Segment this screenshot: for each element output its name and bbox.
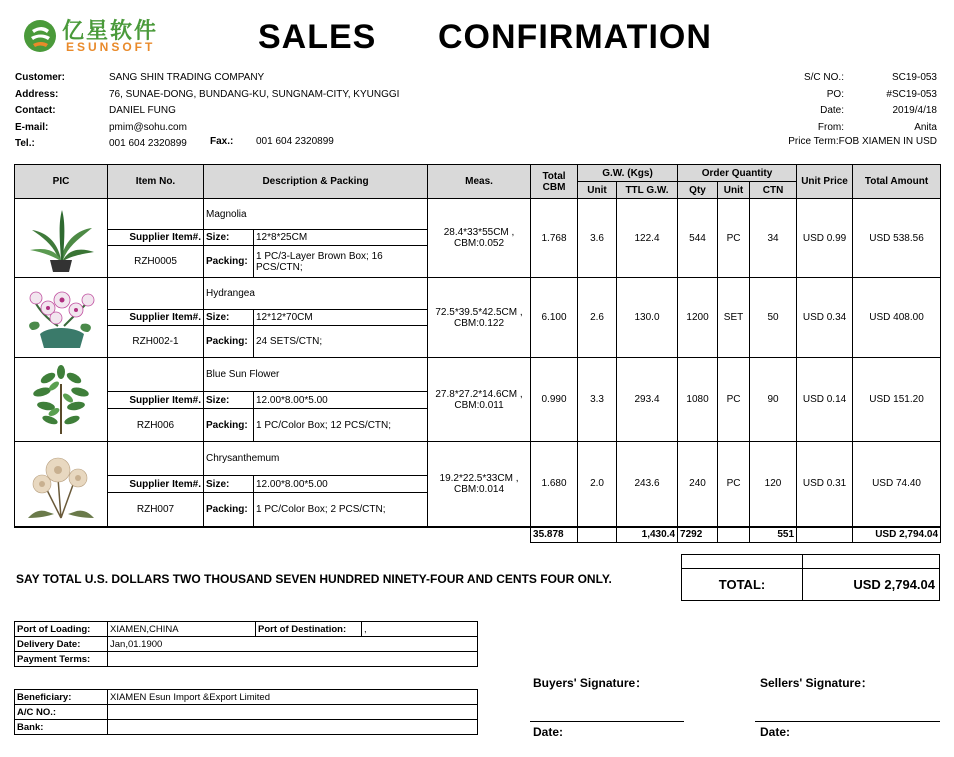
seller-signature-label: Sellers' Signature： [760,676,873,690]
item-size: 12.00*8.00*5.00 [254,476,428,493]
supplier-label: Supplier Item#. [108,310,204,326]
col-gw-unit: Unit [578,182,617,199]
customer-label: Customer: [15,72,66,83]
col-unit: Unit [718,182,750,199]
title-sales: SALES [258,18,377,56]
fax-label: Fax.: [210,136,234,147]
price-term: Price Term:FOB XIAMEN IN USD [788,136,937,147]
item-code: RZH007 [108,493,204,527]
item-name: Blue Sun Flower [204,358,428,392]
address-label: Address: [15,88,59,100]
col-qty: Qty [678,182,718,199]
item-ttl-gw: 130.0 [617,278,678,358]
col-meas: Meas. [428,165,531,199]
loading-label: Port of Loading: [15,622,108,637]
item-amount: USD 74.40 [853,442,941,527]
col-total-cbm: Total CBM [531,165,578,199]
item-ctn: 120 [750,442,797,527]
title-confirmation: CONFIRMATION [438,18,712,56]
customer-name: SANG SHIN TRADING COMPANY [109,72,265,83]
item-no-blank [108,442,204,476]
col-pic: PIC [15,165,108,199]
item-amount: USD 151.20 [853,358,941,442]
item-unit: PC [718,358,750,442]
customer-tel: 001 604 2320899 [109,138,187,149]
item-photo [15,278,108,358]
packing-label: Packing: [204,246,254,278]
meta-values [846,70,937,136]
destination-label: Port of Destination: [256,622,362,637]
contact-label: Contact: [15,105,56,116]
item-cbm: 0.990 [531,358,578,442]
item-size: 12.00*8.00*5.00 [254,392,428,409]
customer-email: pmim@sohu.com [109,121,187,133]
item-cbm: 6.100 [531,278,578,358]
item-name: Magnolia [204,199,428,230]
meta-labels [760,70,844,136]
item-amount: USD 538.56 [853,199,941,278]
col-order-qty: Order Quantity [678,165,797,182]
col-unit-price: Unit Price [797,165,853,199]
packing-label: Packing: [204,409,254,442]
po-label: PO: [826,88,844,100]
total-cbm: 35.878 [531,527,578,543]
customer-values [109,70,399,153]
logo-text-cn: 亿星软件 [62,19,159,44]
supplier-label: Supplier Item#. [108,392,204,409]
sunflower-plant-icon [18,364,104,436]
col-item-no: Item No. [108,165,204,199]
item-name: Hydrangea [204,278,428,310]
item-ttl-gw: 243.6 [617,442,678,527]
item-qty: 1080 [678,358,718,442]
packing-label: Packing: [204,326,254,358]
delivery-value: Jan,01.1900 [108,637,478,652]
seller-signature-line [755,721,940,722]
bank-table [14,689,478,735]
item-ttl-gw: 122.4 [617,199,678,278]
buyer-signature-line [530,721,684,722]
say-total: SAY TOTAL U.S. DOLLARS TWO THOUSAND SEVEN HUNDRED NINETY-FOUR AND CENTS FOUR ONLY. [16,572,612,586]
item-price: USD 0.31 [797,442,853,527]
loading-value: XIAMEN,CHINA [108,622,256,637]
customer-address: 76, SUNAE-DONG, BUNDANG-KU, SUNGNAM-CITY, KYUNGGI [109,88,400,100]
table-row [15,199,941,230]
esunsoft-logo-icon [22,18,58,54]
item-ctn: 50 [750,278,797,358]
col-gw-ttl: TTL G.W. [617,182,678,199]
item-qty: 544 [678,199,718,278]
item-price: USD 0.34 [797,278,853,358]
item-unit: SET [718,278,750,358]
payment-label: Payment Terms: [15,652,108,667]
item-code: RZH006 [108,409,204,442]
supplier-label: Supplier Item#. [108,476,204,493]
magnolia-plant-icon [18,202,104,274]
total-ctn: 551 [750,527,797,543]
col-ctn: CTN [750,182,797,199]
item-code: RZH0005 [108,246,204,278]
fax-value: 001 604 2320899 [256,136,334,147]
item-code: RZH002-1 [108,326,204,358]
hydrangea-plant-icon [18,282,104,354]
ac-label: A/C NO.: [15,705,108,720]
logo-text-en: ESUNSOFT [66,40,156,54]
total-value: USD 2,794.04 [803,569,940,601]
col-description: Description & Packing [204,165,428,199]
from-label: From: [817,121,844,133]
tel-label: Tel.: [15,138,35,149]
item-name: Chrysanthemum [204,442,428,476]
item-meas: 27.8*27.2*14.6CM , CBM:0.011 [428,358,531,442]
total-box [681,554,940,601]
seller-date-label: Date: [760,725,791,739]
table-row [15,278,941,310]
item-packing: 1 PC/3-Layer Brown Box; 16 PCS/CTN; [254,246,428,278]
item-gw-unit: 2.6 [578,278,617,358]
item-gw-unit: 3.3 [578,358,617,442]
buyer-date-label: Date: [533,725,564,739]
item-gw-unit: 2.0 [578,442,617,527]
date-label: Date: [820,105,844,116]
doc-date: 2019/4/18 [892,105,937,116]
sc-label: S/C NO.: [803,72,844,83]
packing-label: Packing: [204,493,254,527]
item-photo [15,199,108,278]
item-amount: USD 408.00 [853,278,941,358]
total-qty: 7292 [678,527,718,543]
col-gw: G.W. (Kgs) [578,165,678,182]
item-photo [15,442,108,527]
ac-value [108,705,478,720]
item-size: 12*8*25CM [254,230,428,246]
item-cbm: 1.768 [531,199,578,278]
item-gw-unit: 3.6 [578,199,617,278]
bank-label: Bank: [15,720,108,735]
total-gw: 1,430.4 [617,527,678,543]
totals-row [15,527,941,543]
item-price: USD 0.99 [797,199,853,278]
email-label: E-mail: [15,121,49,133]
from-value: Anita [914,121,937,133]
item-no-blank [108,358,204,392]
table-row [15,358,941,392]
item-qty: 1200 [678,278,718,358]
item-size: 12*12*70CM [254,310,428,326]
shipping-table [14,621,478,667]
sc-number: SC19-053 [891,72,937,83]
table-row [15,442,941,476]
size-label: Size: [204,392,254,409]
customer-labels [15,70,65,153]
item-photo [15,358,108,442]
item-packing: 1 PC/Color Box; 2 PCS/CTN; [254,493,428,527]
item-price: USD 0.14 [797,358,853,442]
item-no-blank [108,199,204,230]
item-packing: 1 PC/Color Box; 12 PCS/CTN; [254,409,428,442]
supplier-label: Supplier Item#. [108,230,204,246]
size-label: Size: [204,476,254,493]
size-label: Size: [204,310,254,326]
payment-value [108,652,478,667]
item-qty: 240 [678,442,718,527]
total-label: TOTAL: [682,569,803,601]
item-ctn: 34 [750,199,797,278]
item-unit: PC [718,199,750,278]
delivery-label: Delivery Date: [15,637,108,652]
items-table [14,164,941,543]
item-ctn: 90 [750,358,797,442]
po-number: #SC19-053 [886,88,937,100]
bank-value [108,720,478,735]
item-cbm: 1.680 [531,442,578,527]
item-packing: 24 SETS/CTN; [254,326,428,358]
item-no-blank [108,278,204,310]
col-total-amount: Total Amount [853,165,941,199]
item-meas: 19.2*22.5*33CM , CBM:0.014 [428,442,531,527]
item-unit: PC [718,442,750,527]
buyer-signature-label: Buyers' Signature： [533,676,648,690]
beneficiary-label: Beneficiary: [15,690,108,705]
destination-value: , [362,622,478,637]
size-label: Size: [204,230,254,246]
total-amount: USD 2,794.04 [853,527,941,543]
customer-contact: DANIEL FUNG [109,105,176,116]
beneficiary-value: XIAMEN Esun Import &Export Limited [108,690,478,705]
item-meas: 72.5*39.5*42.5CM , CBM:0.122 [428,278,531,358]
chrysanthemum-plant-icon [18,448,104,520]
item-meas: 28.4*33*55CM , CBM:0.052 [428,199,531,278]
item-ttl-gw: 293.4 [617,358,678,442]
